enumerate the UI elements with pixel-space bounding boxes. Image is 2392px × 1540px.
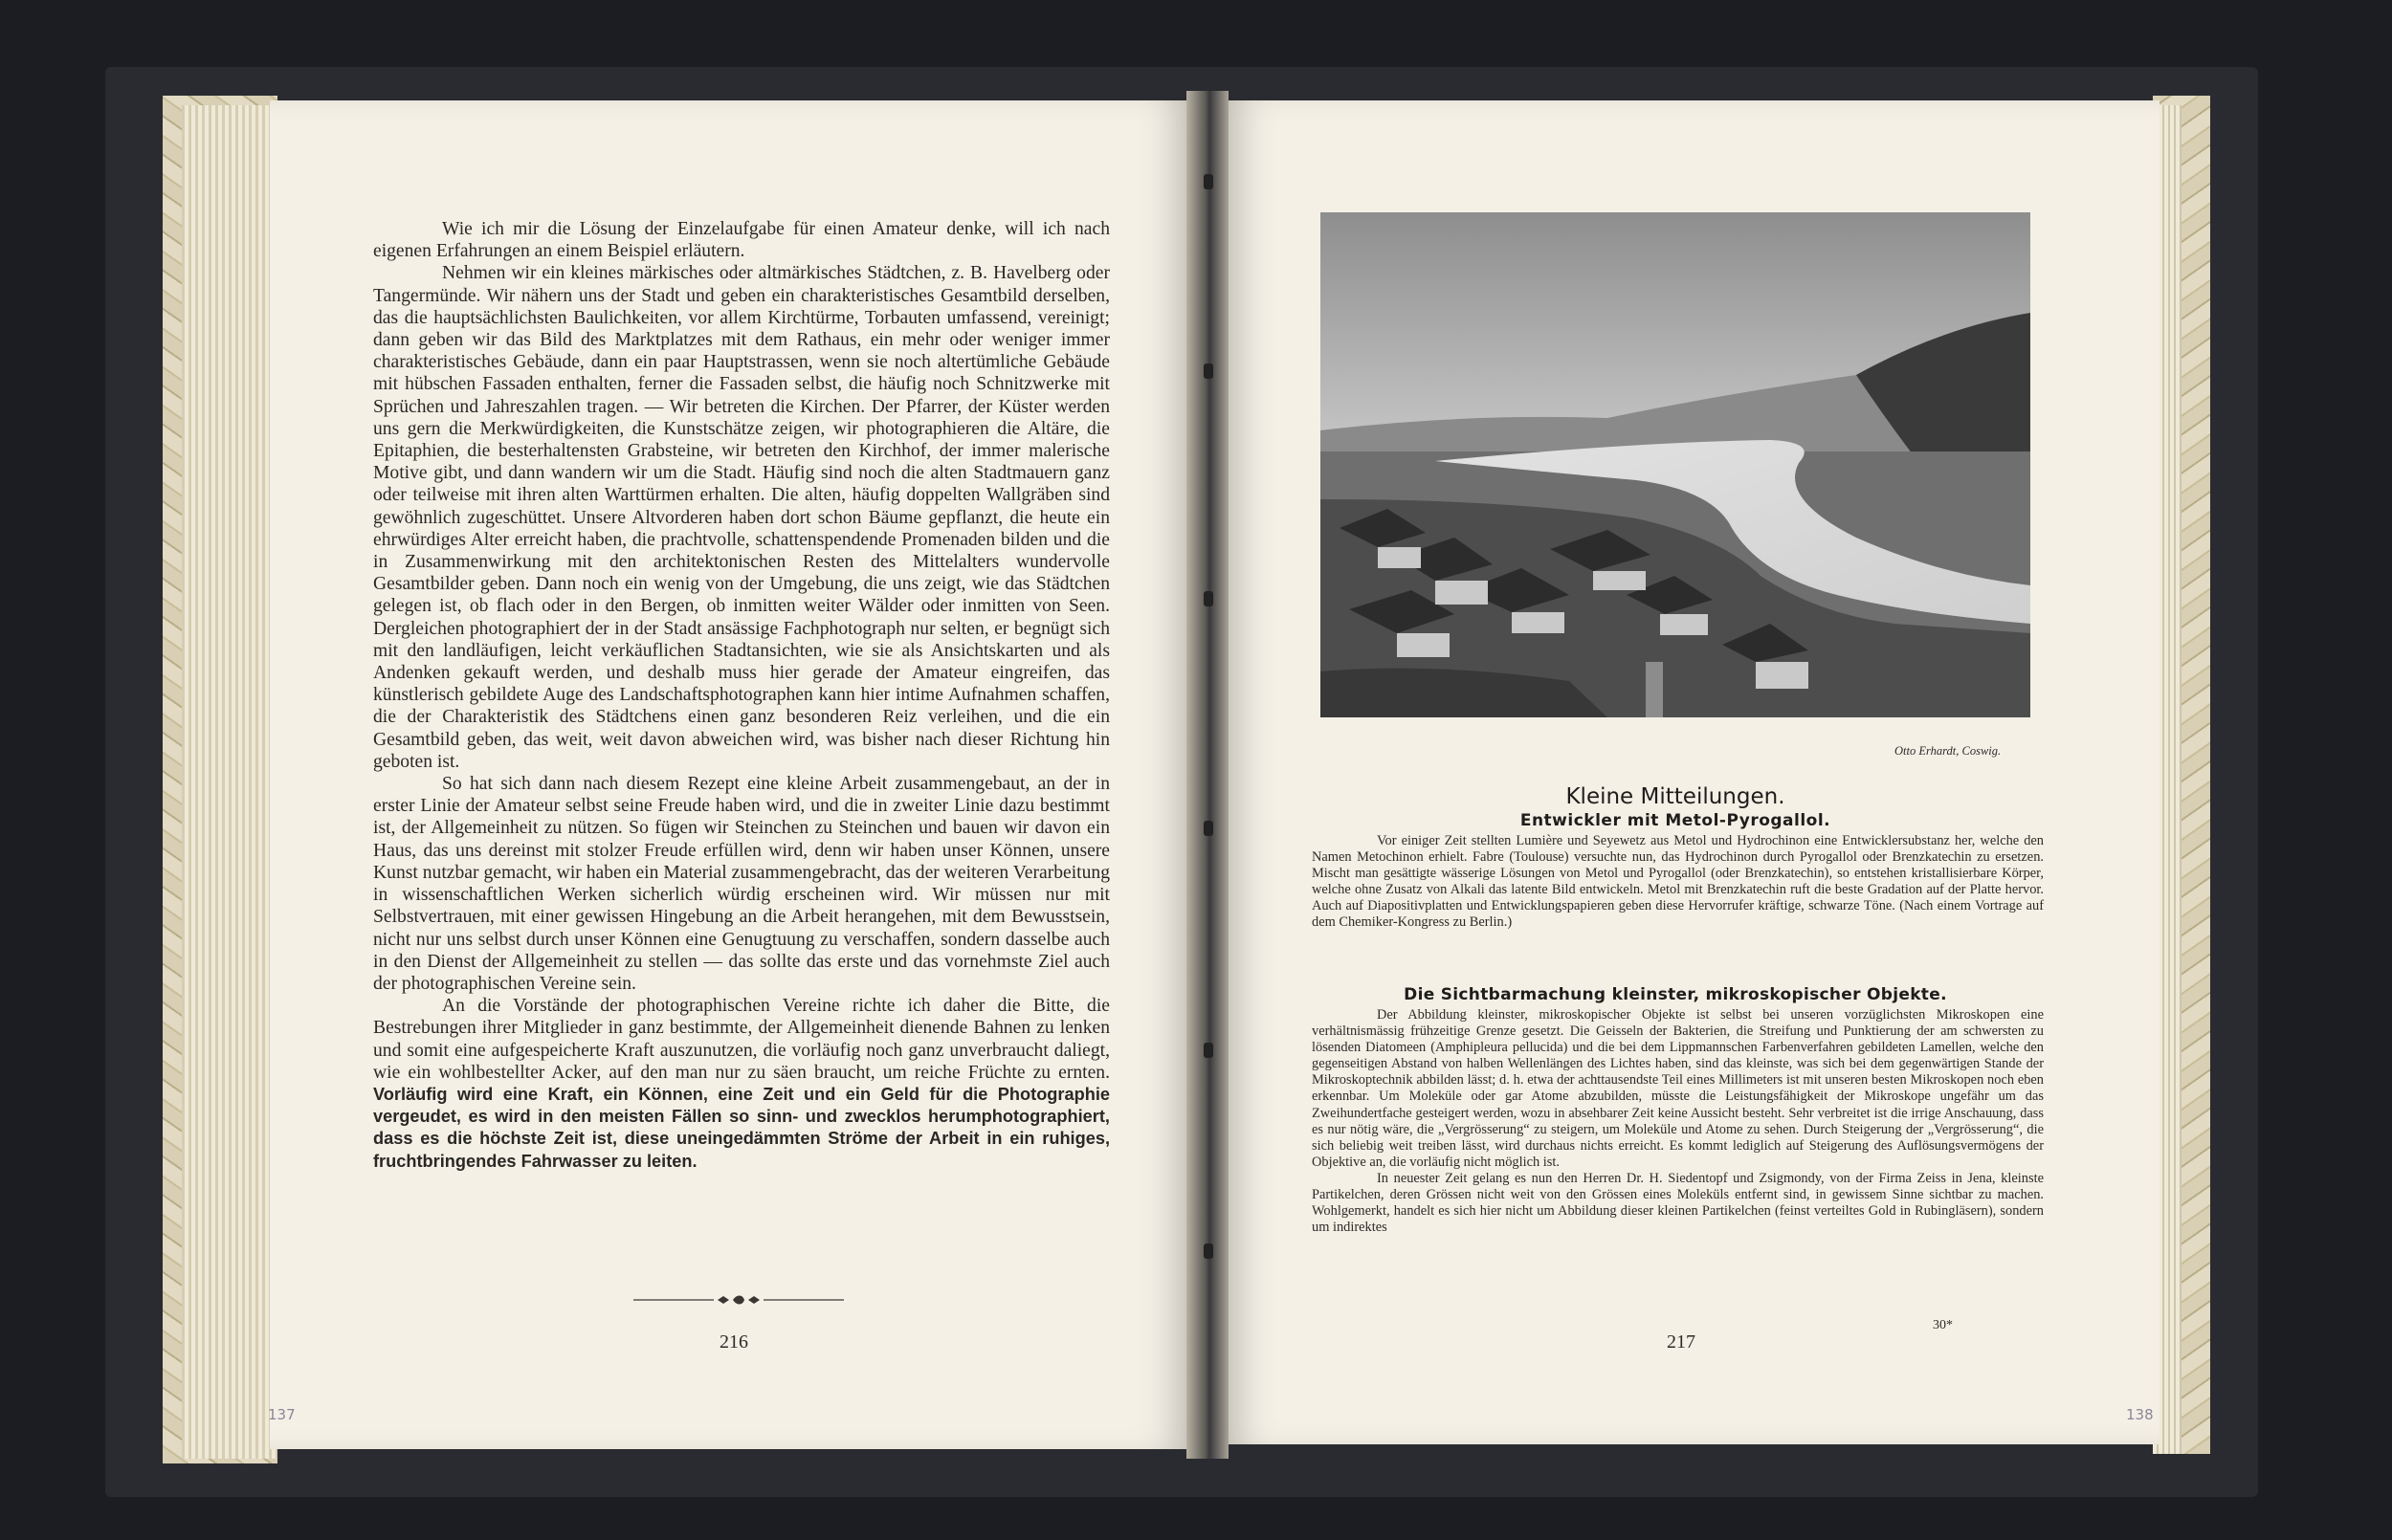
page-number-left: 216 bbox=[720, 1331, 748, 1353]
paragraph: Der Abbildung kleinster, mikroskopischer Objekte ist selbst bei unseren vorzüglichsten Mikroskopen eine verhältnismässig frühzeitige Grenze gesetzt. Die Geisseln der Bakterien, die Streifung und Punktierung der am schwersten zu lösenden Diatomeen (Amphipleura pellucida) und die bei dem Lippmannschen Farbenverfahren gebildeten Lamellen, welche den gegenseitigen Abstand von halben Wellenlängen des Lichtes haben, sind das kleinste, was sich bei dem gegenwärtigen Stande der Mikroskoptechnik abbilden lässt; d. h. etwa der achttausendste Teil eines Millimeters ist mit unseren besten Mikroskopen noch eben erkennbar. Um Moleküle oder gar Atome abzubilden, müsste die Leistungsfähigkeit der Mikroskope ungefähr um das Zweihundertfache gesteigert werden, wozu in absehbarer Zeit keine Aussicht besteht. Sehr verbreitet ist die irrige Anschauung, dass es nur nötig wäre, die „Vergrösserung“ zu steigern, um Moleküle und Atome zu sehen. Durch Steigerung der „Vergrösserung“, die sich beliebig weit treiben lässt, wird durchaus nichts erreicht. Es kommt lediglich auf Steigerung des Auflösungsvermögens der Objektive an, die vorläufig nicht möglich ist. bbox=[1312, 1007, 2044, 1170]
signature-mark: 30* bbox=[1933, 1318, 1953, 1332]
article-title: Die Sichtbarmachung kleinster, mikroskopischer Objekte. bbox=[1404, 985, 1947, 1004]
ornament-divider bbox=[633, 1293, 844, 1307]
page-number-right: 217 bbox=[1667, 1331, 1695, 1353]
paragraph: Vor einiger Zeit stellten Lumière und Seyewetz aus Metol und Hydrochinon eine Entwicklersubstanz her, welche den Namen Metochinon erhielt. Fabre (Toulouse) versuchte nun, das Hydrochinon durch Pyrogallol oder Brenzkatechin zu ersetzen. Mischt man gesättigte wässerige Lösungen von Metol und Pyrogallol (oder Brenzkatechin), so entstehen kristallisierbare Körper, welche ohne Zusatz von Alkali das latente Bild entwickeln. Metol mit Brenzkatechin ruft die beste Gradation auf der Platte hervor. Auch auf Diapositivplatten und Entwicklungspapieren geben diese Hervorrufer kräftige, schwarze Töne. (Nach einem Vortrage auf dem Chemiker-Kongress zu Berlin.) bbox=[1312, 833, 2044, 931]
paragraph: So hat sich dann nach diesem Rezept eine kleine Arbeit zusammengebaut, an der in erster Linie der Amateur selbst seine Freude haben wird, und die in zweiter Linie dazu bestimmt ist, der Allgemeinheit zu nützen. So fügen wir Steinchen zu Steinchen und bauen wir davon ein Haus, das uns dereinst mit stolzer Freude erfüllen wird, denn wir haben unser Können, unsere Kunst nutzbar gemacht, wir haben ein Material zusammengebracht, das der weiteren Verarbeitung in wissenschaftlichen Werken sicherlich würdig erscheinen wird. Wir müssen nur mit Selbstvertrauen, mit einer gewissen Hingebung an die Arbeit herangehen, mit dem Bewusstsein, nicht nur uns selbst durch unser Können eine Genugtuung zu verschaffen, sondern dasselbe auch in den Dienst der Allgemeinheit zu stellen — das sollte das erste und das vornehmste Ziel auch der photographischen Vereine sein. bbox=[373, 774, 1110, 994]
binding-stitch bbox=[1204, 363, 1213, 379]
landscape-photograph bbox=[1320, 212, 2030, 717]
section-title: Kleine Mitteilungen. bbox=[1565, 784, 1785, 809]
article-text bbox=[1312, 1007, 2044, 1236]
paragraph: Nehmen wir ein kleines märkisches oder altmärkisches Städtchen, z. B. Havelberg oder Tangermünde. Wir nähern uns der Stadt und geben ein charakteristisches Gesamtbild derselben, das die hauptsächlichsten Baulichkeiten, vor allem Kirchtürme, Torbauten umfassend, vereinigt; dann geben wir das Bild des Marktplatzes mit dem Rathaus, ein mehr oder weniger immer charakteristisches Gebäude, dann ein paar Hauptstrassen, wenn sie noch altertümliche Gebäude mit hübschen Fassaden enthalten, ferner die Fassaden selbst, die häufig noch Schnitzwerke mit Sprüchen und Jahreszahlen tragen. — Wir betreten die Kirchen. Der Pfarrer, der Küster werden uns gern die Merkwürdigkeiten, die Kunstschätze zeigen, wir photographieren die Altäre, die Epitaphien, die besterhaltensten Grabsteine, wir betreten den Kirchhof, der immer malerische Motive gibt, und dann wandern wir um die Stadt. Häufig sind noch die alten Stadtmauern ganz oder teilweise mit ihren alten Warttürmen erhalten. Die alten, häufig doppelten Wallgräben sind gewöhnlich zugeschüttet. Unsere Altvorderen haben dort schon Bäume gepflanzt, die heute ein ehrwürdiges Alter erreicht haben, die prachtvolle, schattenspendende Promenaden bilden und die in Zusammenwirkung mit den architektonischen Resten des Mittelalters wundervolle Gesamtbilder geben. Dann noch ein wenig von der Umgebung, die uns zeigt, wie das Städtchen gelegen ist, ob flach oder in den Bergen, ob inmitten weiter Wälder oder inmitten von Seen. Dergleichen photographiert der in der Stadt ansässige Fachphotograph nur selten, er begnügt sich mit den landläufigen, leicht verkäuflichen Stadtansichten, wie sie als Ansichtskarten und als Andenken gekauft werden, und deshalb muss hier gerade der Amateur eingreifen, das künstlerisch gebildete Auge des Landschaftsphotographen kann hier intime Aufnahmen schaffen, die der Charakteristik des Städtchens einen ganz besonderen Reiz verleihen, und die ein Gesamtbild geben, das weit, weit davon abweichen wird, was bisher nach dieser Richtung hin geboten ist. bbox=[373, 263, 1110, 772]
binding-stitch bbox=[1204, 591, 1213, 606]
paragraph bbox=[373, 995, 1110, 1173]
paragraph: In neuester Zeit gelang es nun den Herren Dr. H. Siedentopf und Zsigmondy, von der Firma Zeiss in Jena, kleinste Partikelchen, deren Grössen nicht weit von den Grössen eines Moleküls entfernt sind, in gewissem Sinne sichtbar zu machen. Wohlgemerkt, handelt es sich hier nicht um Abbildung dieser kleinen Partikelchen (feinst verteiltes Gold in Rubingläsern), sondern um indirektes bbox=[1312, 1170, 2044, 1236]
binding-stitch bbox=[1204, 1243, 1213, 1259]
binding-stitch bbox=[1204, 821, 1213, 836]
bold-emphasis: Vorläufig wird eine Kraft, ein Können, eine Zeit und ein Geld für die Photographie vergeudet, es wird in den meisten Fällen so sinn- und zwecklos herumphotographiert, dass es die höchste Zeit ist, diese uneingedämmten Ströme der Arbeit in ein ruhiges, fruchtbringendes Fahrwasser zu leiten. bbox=[373, 1084, 1110, 1171]
paragraph-text: An die Vorstände der photographischen Vereine richte ich daher die Bitte, die Bestrebungen ihrer Mitglieder in ganz bestimmte, der Allgemeinheit dienende Bahnen zu lenken und somit eine aufgespeicherte Kraft auszunutzen, die vorläufig noch ganz unverbraucht daliegt, wie ein wohlbestellter Acker, auf den man nur zu säen braucht, um reiche Früchte zu ernten. bbox=[373, 996, 1110, 1083]
left-page-text bbox=[373, 218, 1110, 1173]
article-title: Entwickler mit Metol-Pyrogallol. bbox=[1519, 811, 1831, 830]
pencil-mark-left: 137 bbox=[268, 1406, 296, 1423]
page-stack-left bbox=[182, 105, 277, 1459]
binding-stitch bbox=[1204, 174, 1213, 189]
pencil-mark-right: 138 bbox=[2126, 1406, 2154, 1423]
article-text bbox=[1312, 833, 2044, 932]
photo-credit: Otto Erhardt, Coswig. bbox=[1894, 744, 2002, 758]
binding-stitch bbox=[1204, 1043, 1213, 1058]
paragraph: Wie ich mir die Lösung der Einzelaufgabe für einen Amateur denke, will ich nach eigenen Erfahrungen an einem Beispiel erläutern. bbox=[373, 219, 1110, 262]
river-town-photo bbox=[1320, 212, 2030, 717]
